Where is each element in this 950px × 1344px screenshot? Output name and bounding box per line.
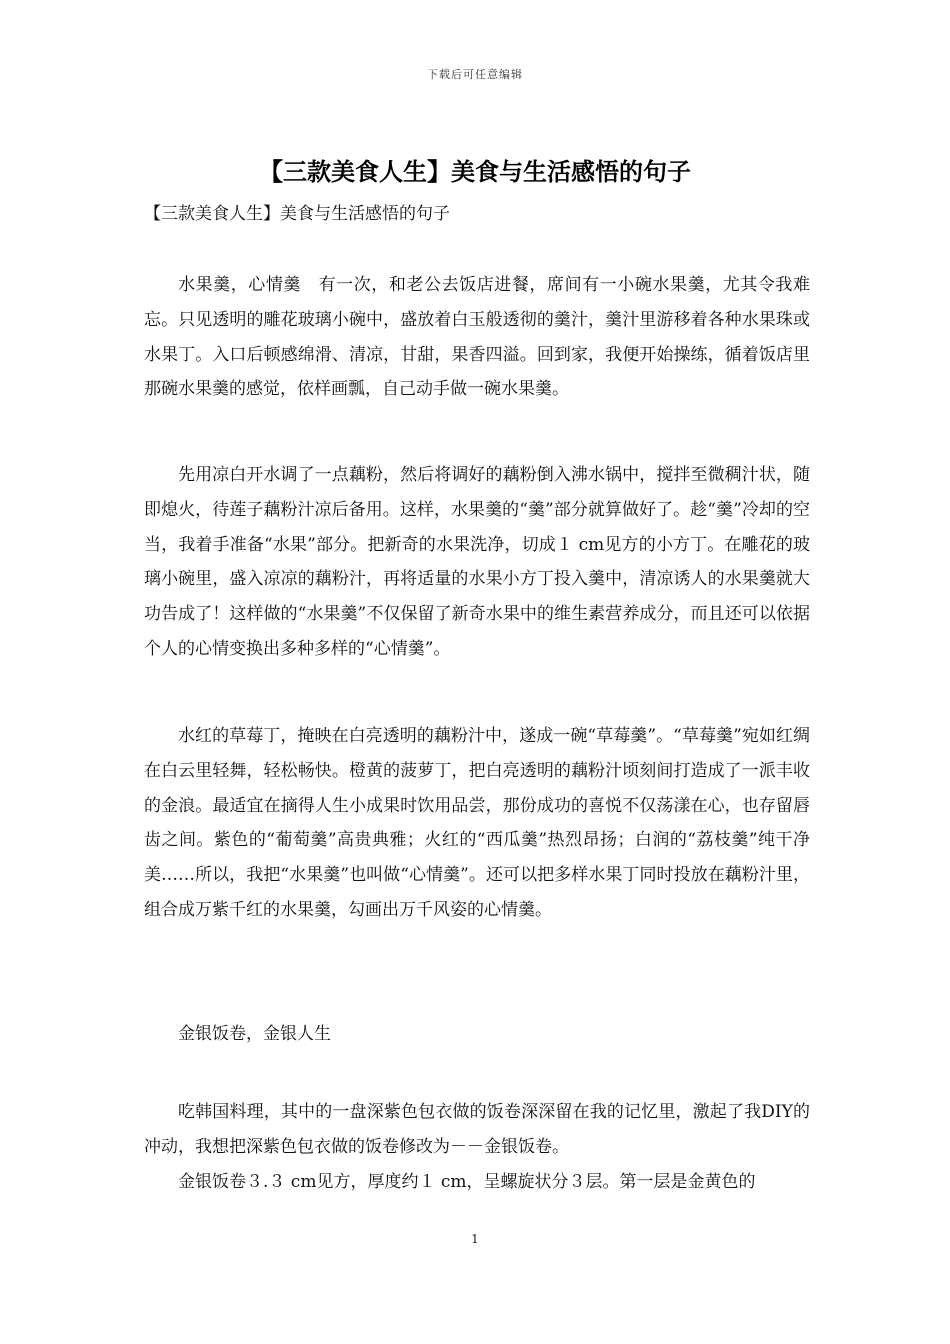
paragraph-fruit-soup-method: 先用凉白开水调了一点藕粉，然后将调好的藕粉倒入沸水锅中，搅拌至微稠汁状，随即熄火，待莲子藕粉汁凉后备用。这样，水果羹的“羹”部分就算做好了。趁“羹”冷却的空当，我着手准备“水果”部分。把新奇的水果洗净，切成１ cm见方的小方丁。在雕花的玻璃小碗里，盛入凉凉的藕粉汁，再将适量的水果小方丁投入羹中，清凉诱人的水果羹就大功告成了！这样做的“水果羹”不仅保留了新奇水果中的维生素营养成分，而且还可以依据个人的心情变换出多种多样的“心情羹”。 xyxy=(144,465,810,659)
section-heading-gold-silver-roll: 金银饭卷，金银人生 xyxy=(178,1024,331,1044)
paragraph-fruit-soup-moods: 水红的草莓丁，掩映在白亮透明的藕粉汁中，遂成一碗“草莓羹”。“草莓羹”宛如红绸在白云里轻舞，轻松畅快。橙黄的菠萝丁，把白亮透明的藕粉汁顷刻间打造成了一派丰收的金浪。最适宜在摘得人生小成果时饮用品尝，那份成功的喜悦不仅荡漾在心，也存留唇齿之间。紫色的“葡萄羹”高贵典雅；火红的“西瓜羹”热烈昂扬；白润的“荔枝羹”纯干净美……所以，我把“水果羹”也叫做“心情羹”。还可以把多样水果丁同时投放在藕粉汁里，组合成万紫千红的水果羹，勾画出万千风姿的心情羹。 xyxy=(144,726,810,920)
header-note: 下载后可任意编辑 xyxy=(427,68,523,81)
document-title: 【三款美食人生】美食与生活感悟的句子 xyxy=(259,158,691,186)
paragraph-gold-silver-roll-size: 金银饭卷３.３ cm见方，厚度约１ cm，呈螺旋状分３层。第一层是金黄色的 xyxy=(178,1172,756,1192)
paragraph-gold-silver-roll-intro: 吃韩国料理，其中的一盘深紫色包衣做的饭卷深深留在我的记忆里，激起了我DIY的冲动，我想把深紫色包衣做的饭卷修改为－－金银饭卷。 xyxy=(144,1102,810,1157)
page-number: 1 xyxy=(471,1232,479,1246)
document-subtitle: 【三款美食人生】美食与生活感悟的句子 xyxy=(144,204,450,224)
paragraph-fruit-soup-intro: 水果羹，心情羹 有一次，和老公去饭店进餐，席间有一小碗水果羹，尤其令我难忘。只见透明的雕花玻璃小碗中，盛放着白玉般透彻的羹汁，羹汁里游移着各种水果珠或水果丁。入口后顿感绵滑、清凉，甘甜，果香四溢。回到家，我便开始操练，循着饭店里那碗水果羹的感觉，依样画瓢，自己动手做一碗水果羹。 xyxy=(144,275,810,400)
